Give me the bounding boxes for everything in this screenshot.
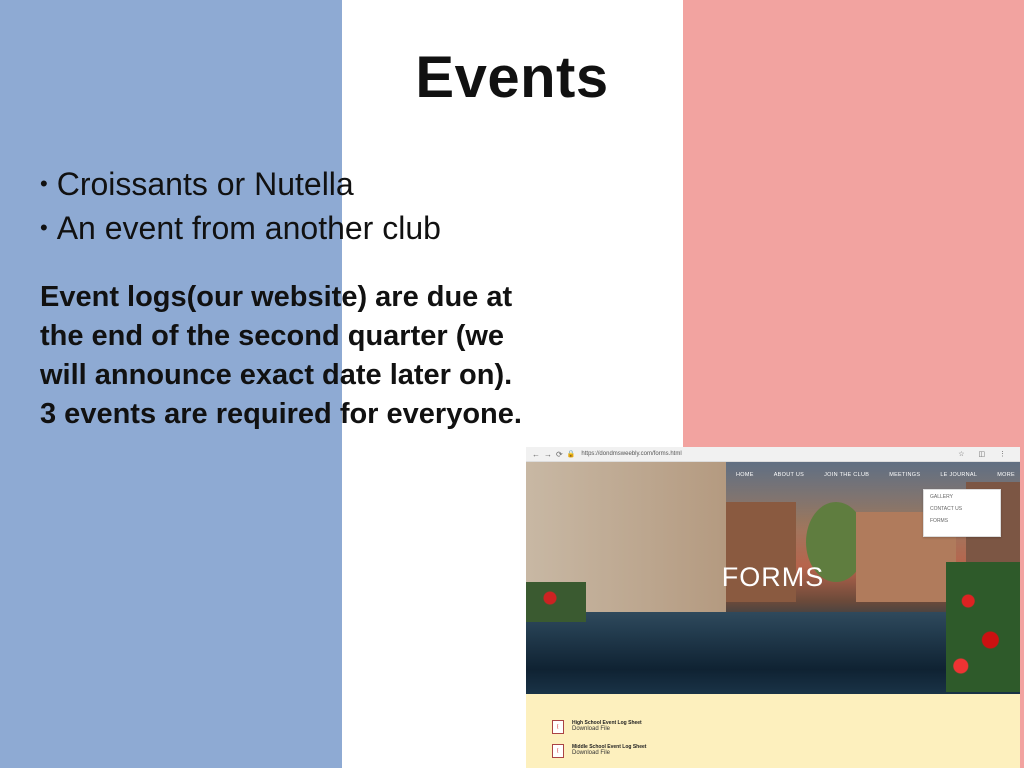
dropdown-item-gallery: GALLERY (930, 494, 953, 500)
site-page-heading: FORMS (721, 562, 825, 592)
site-nav-about: ABOUT US (773, 472, 805, 478)
bullet-dot-icon: • (40, 215, 48, 240)
bullet-text: An event from another club (56, 210, 441, 246)
download-link: Download File (572, 726, 611, 732)
url-text: https://dondmsweebly.com/forms.html (581, 451, 682, 457)
pdf-file-icon: ⁅ (552, 720, 564, 734)
site-nav-home: HOME (736, 472, 754, 478)
site-nav (736, 472, 1015, 478)
slide-title: Events (415, 45, 609, 110)
file-item (552, 744, 646, 758)
website-screenshot (526, 447, 1020, 768)
lock-icon: 🔒 (566, 451, 576, 458)
file-name: Middle School Event Log Sheet (572, 744, 647, 750)
site-nav-journal: LE JOURNAL (940, 472, 978, 478)
event-log-note (40, 278, 620, 434)
bullet-text: Croissants or Nutella (56, 166, 354, 202)
site-nav-more: MORE (997, 472, 1015, 478)
site-nav-meetings: MEETINGS (889, 472, 921, 478)
bullet-item (40, 206, 441, 250)
bullet-item (40, 162, 441, 206)
note-line: 3 events are required for everyone. (40, 398, 522, 430)
file-downloads (526, 694, 1020, 768)
browser-toolbar-icons: ☆ ◫ ⋮ (958, 451, 1012, 458)
dropdown-item-forms: FORMS (930, 518, 949, 524)
note-line: the end of the second quarter (we (40, 320, 505, 352)
bullet-dot-icon: • (40, 171, 48, 196)
bullet-list (40, 162, 441, 250)
note-line: Event logs(our website) are due at (40, 281, 513, 313)
file-item (552, 720, 642, 734)
pdf-file-icon: ⁅ (552, 744, 564, 758)
file-name: High School Event Log Sheet (572, 720, 642, 726)
site-nav-join: JOIN THE CLUB (824, 472, 870, 478)
download-link: Download File (572, 750, 611, 756)
browser-nav-icons: ←→⟳ (532, 449, 567, 459)
site-dropdown-menu (923, 489, 1001, 537)
hero-image (526, 462, 1020, 694)
browser-bar (526, 447, 1020, 462)
dropdown-item-contact: CONTACT US (930, 506, 963, 512)
note-line: will announce exact date later on). (40, 359, 513, 391)
